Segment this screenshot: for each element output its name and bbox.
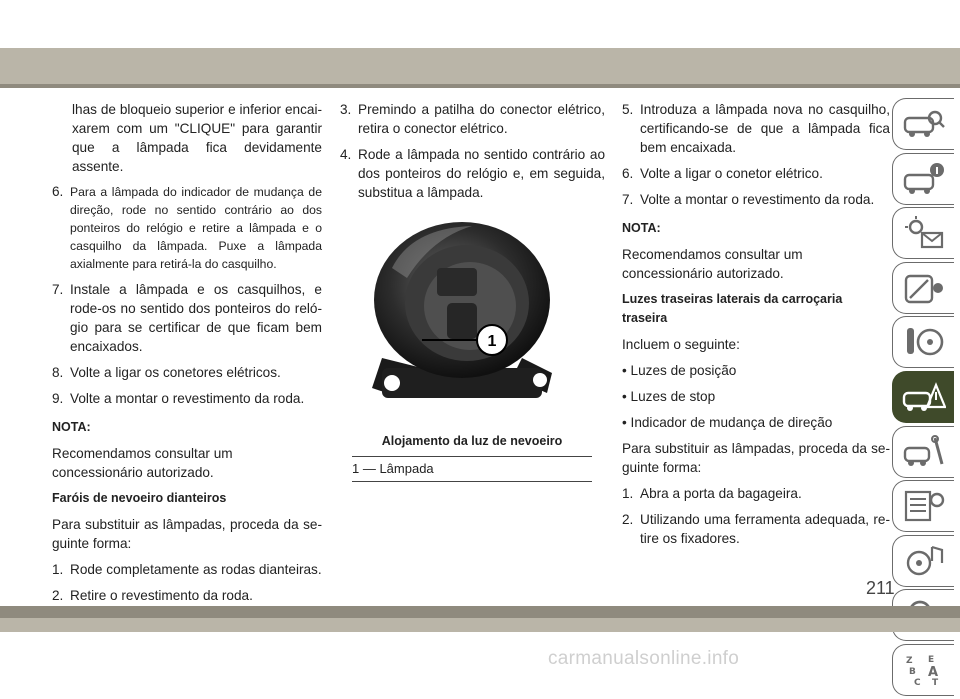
tab-seat-safety[interactable] — [892, 262, 954, 314]
continued-text: lhas de bloqueio superior e inferior encaixarem com um "CLIQUE" para garantir que a lâmpada fica devidamente assente. — [72, 102, 322, 174]
tab-steering-start[interactable] — [892, 316, 954, 368]
watermark: carmanualsonline.info — [548, 648, 740, 669]
car-emergency-icon — [902, 379, 946, 415]
svg-text:E: E — [927, 654, 934, 665]
note-heading: NOTA: — [622, 221, 661, 235]
tab-multimedia[interactable] — [892, 535, 954, 587]
tab-car-search[interactable] — [892, 98, 954, 150]
note-text: Recomendamos consultar um concessionário autorizado. — [622, 247, 803, 281]
note-text: Recomendamos consultar um concessionário autorizado. — [52, 446, 233, 480]
header-band-accent — [0, 84, 960, 88]
svg-text:T: T — [931, 677, 938, 688]
list-item: 4. Rode a lâmpada no sentido contrário ao dos ponteiros do relógio e, em seguida, substitua a lâmpada. — [340, 147, 605, 200]
warning-lights-icon — [902, 215, 946, 251]
tab-car-maintenance[interactable] — [892, 426, 954, 478]
list-item: 7. Volte a montar o revestimento da roda. — [622, 192, 875, 207]
column-3 — [622, 100, 890, 555]
list-item: 5. Introduza a lâmpada nova no casquilho, certificando-se de que a lâmpada fica bem encaixada. — [622, 102, 890, 155]
fog-lamp-illustration — [352, 208, 592, 423]
svg-text:B: B — [908, 666, 916, 677]
tab-car-info[interactable] — [892, 153, 954, 205]
tab-specifications[interactable] — [892, 480, 954, 532]
list-item: 7. Instale a lâmpada e os casquilhos, e rode-os no sentido dos ponteiros do relógio para se certificar de que ficam bem encaixados. — [52, 282, 322, 354]
divider — [352, 456, 592, 457]
divider — [352, 481, 592, 482]
column-2 — [340, 100, 605, 209]
note-heading: NOTA: — [52, 420, 91, 434]
multimedia-icon — [902, 543, 946, 579]
section-heading: Luzes traseiras laterais da carroçaria traseira — [622, 292, 843, 325]
svg-text:C: C — [913, 677, 921, 688]
footer-band-accent — [0, 606, 960, 618]
callout-number: 1 — [487, 333, 497, 350]
bullet-item: • Luzes de posição — [622, 363, 737, 378]
steering-start-icon — [902, 324, 946, 360]
page-number: 211 — [866, 578, 895, 598]
list-item: 1. Abra a porta da bagageira. — [622, 486, 802, 501]
bullet-item: • Indicador de mudança de direção — [622, 415, 833, 430]
svg-text:Z: Z — [905, 655, 913, 666]
list-item: 6. Volte a ligar o conetor elétrico. — [622, 166, 823, 181]
list-item: 2. Retire o revestimento da roda. — [52, 588, 253, 603]
car-info-icon — [902, 161, 946, 197]
section-intro: Incluem o seguinte: — [622, 337, 740, 352]
column-1 — [52, 100, 322, 612]
list-item: 6. Para a lâmpada do indicador de mudança de direção, rode no sentido contrário ao dos ponteiros do relógio e retire a lâmpada e o casquilho da lâmpada. Puxe a lâmpada axialmente para retirá-la do casquilho. — [52, 184, 322, 271]
list-item: 2. Utilizando uma ferramenta adequada, retire os fixadores. — [622, 512, 890, 546]
figure-legend: 1 — Lâmpada — [352, 461, 434, 476]
tab-car-emergency[interactable] — [892, 371, 954, 423]
svg-text:A: A — [927, 664, 938, 680]
section-intro: Para substituir as lâmpadas, proceda da seguinte forma: — [52, 517, 322, 551]
section-heading: Faróis de nevoeiro dianteiros — [52, 491, 227, 505]
header-band — [0, 48, 960, 84]
fog-lamp-figure — [352, 208, 592, 423]
list-item: 9. Volte a montar o revestimento da roda. — [52, 391, 305, 406]
bullet-item: • Luzes de stop — [622, 389, 716, 404]
tab-index[interactable] — [892, 644, 954, 696]
car-maintenance-icon — [902, 434, 946, 470]
car-search-icon — [902, 106, 946, 142]
specifications-icon — [902, 488, 946, 524]
list-item: 3. Premindo a patilha do conector elétrico, retira o conector elétrico. — [340, 102, 605, 136]
tab-warning-lights[interactable] — [892, 207, 954, 259]
section-intro: Para substituir as lâmpadas, proceda da seguinte forma: — [622, 441, 890, 475]
index-icon — [902, 652, 946, 688]
list-item: 8. Volte a ligar os conetores elétricos. — [52, 365, 281, 380]
figure-caption: Alojamento da luz de nevoeiro — [381, 434, 563, 448]
seat-safety-icon — [902, 270, 946, 306]
list-item: 1. Rode completamente as rodas dianteiras. — [52, 562, 322, 577]
footer-band — [0, 618, 960, 632]
